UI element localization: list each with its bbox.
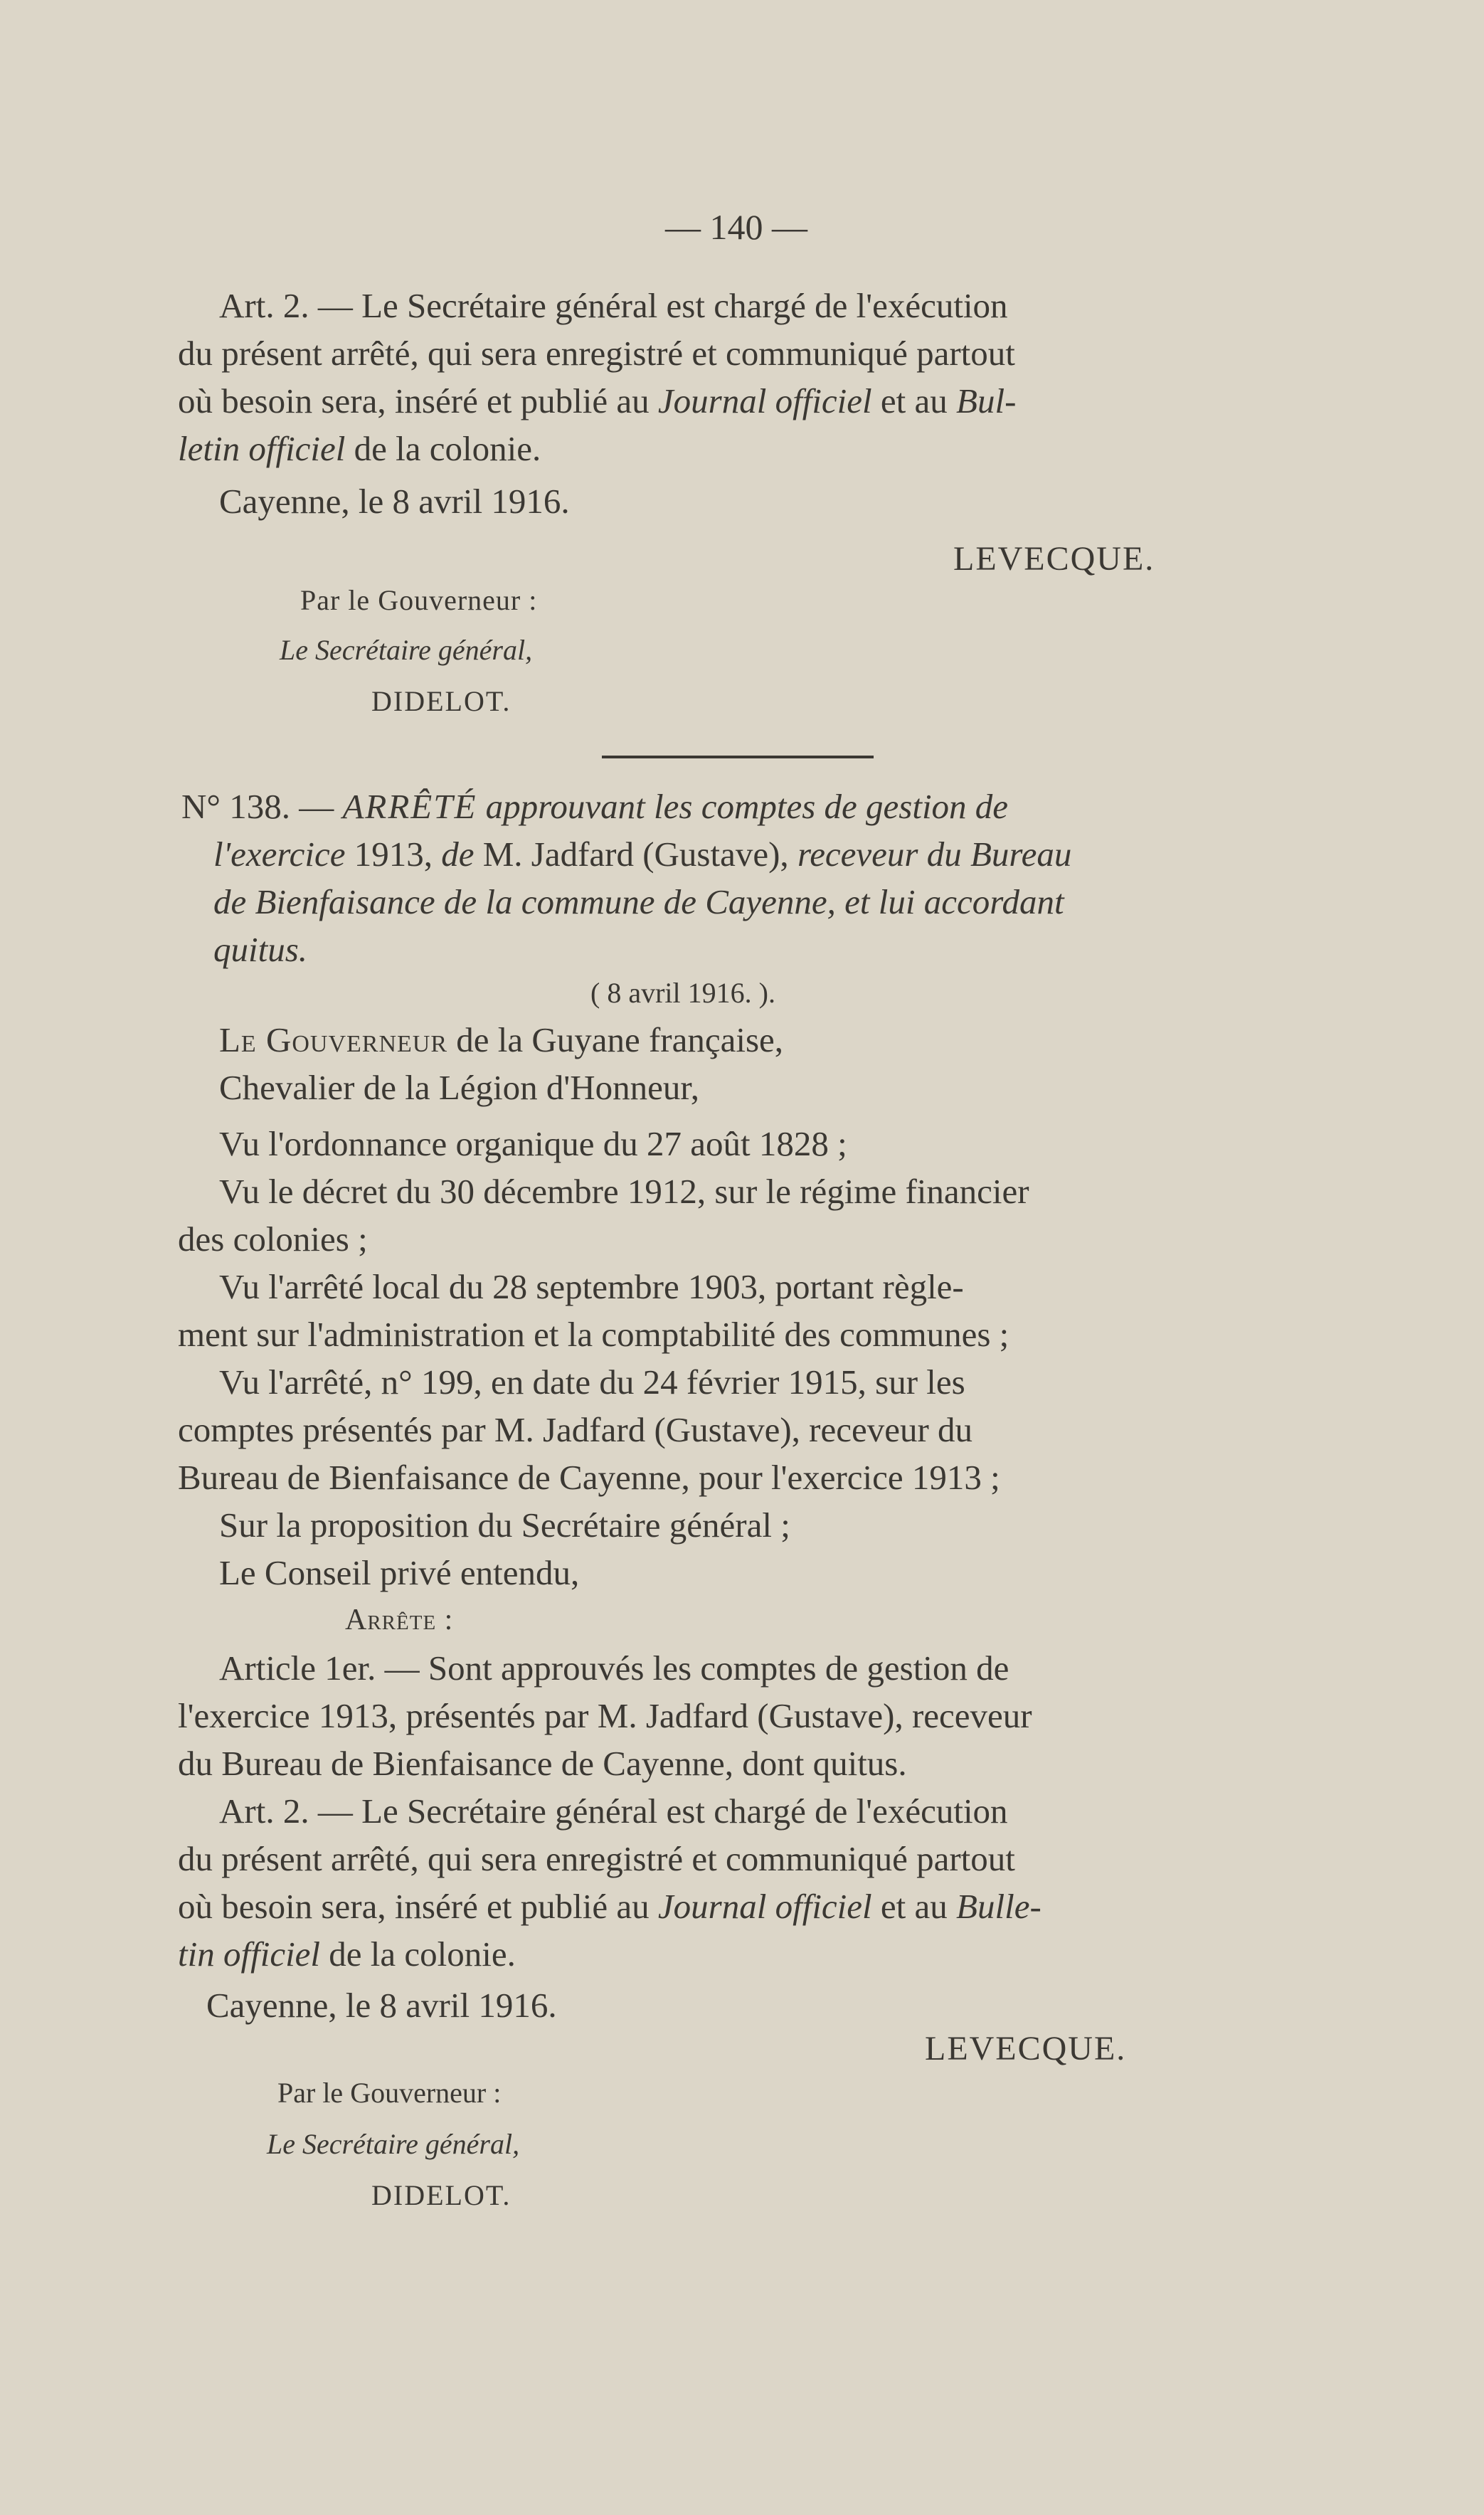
text-line: l'exercice 1913, présentés par M. Jadfard (Gustave), receveur [178,1696,1032,1735]
text-line: Bureau de Bienfaisance de Cayenne, pour l'exercice 1913 ; [178,1458,1000,1497]
text-line: Vu l'arrêté local du 28 septembre 1903, portant règle- [219,1267,964,1306]
text-line: Chevalier de la Légion d'Honneur, [219,1068,699,1107]
arrete-date: ( 8 avril 1916. ). [590,977,775,1009]
arrete-title: quitus. [213,930,308,969]
governor-signature: LEVECQUE. [953,540,1155,578]
secretaire-signature: DIDELOT. [371,685,512,717]
text-line: Art. 2. — Le Secrétaire général est chargé de l'exécution [219,1791,1008,1831]
text-line: Vu l'arrêté, n° 199, en date du 24 février 1915, sur les [219,1362,965,1402]
secretaire-title: Le Secrétaire général, [267,2128,520,2160]
text-line: où besoin sera, inséré et publié au Journal officiel et au Bul- [178,381,1017,420]
arrete-heading: Arrête : [345,1604,454,1636]
secretaire-title: Le Secrétaire général, [280,634,533,666]
text-line: letin officiel de la colonie. [178,429,541,468]
par-le-gouverneur: Par le Gouverneur : [277,2077,502,2109]
text-line: Vu le décret du 30 décembre 1912, sur le régime financier [219,1172,1029,1211]
text-line: Vu l'ordonnance organique du 27 août 1828 ; [219,1124,847,1163]
text-line: comptes présentés par M. Jadfard (Gustave), receveur du [178,1410,973,1449]
governor-signature: LEVECQUE. [925,2030,1127,2067]
text-line: Sur la proposition du Secrétaire général ; [219,1505,790,1545]
text-line: du présent arrêté, qui sera enregistré et communiqué partout [178,1839,1015,1878]
arrete-title: N° 138. — ARRÊTÉ approuvant les comptes de gestion de [181,787,1009,826]
text-line: du présent arrêté, qui sera enregistré et communiqué partout [178,334,1015,373]
previous-arrete-article-2 [178,282,1309,472]
date-line: Cayenne, le 8 avril 1916. [219,482,570,521]
text-line: des colonies ; [178,1219,368,1259]
text-line: où besoin sera, inséré et publié au Journal officiel et au Bulle- [178,1887,1042,1926]
page-number: — 140 — [665,207,807,247]
text-line: du Bureau de Bienfaisance de Cayenne, dont quitus. [178,1744,907,1783]
par-le-gouverneur: Par le Gouverneur : [300,584,538,616]
date-line: Cayenne, le 8 avril 1916. [206,1986,557,2025]
text-line: Article 1er. — Sont approuvés les comptes de gestion de [219,1648,1009,1688]
text-line: Art. 2. — Le Secrétaire général est chargé de l'exécution [219,286,1008,325]
text-line: tin officiel de la colonie. [178,1934,516,1974]
arrete-body [178,1016,1309,1978]
arrete-title: de Bienfaisance de la commune de Cayenne, et lui accordant [213,882,1064,921]
secretaire-signature: DIDELOT. [371,2179,512,2211]
text-line: Le Gouverneur de la Guyane française, [219,1020,784,1059]
separator-rule [602,756,874,758]
text-line: Le Conseil privé entendu, [219,1553,580,1592]
arrete-title: l'exercice 1913, de M. Jadfard (Gustave), receveur du Bureau [213,835,1072,874]
text-line: ment sur l'administration et la comptabilité des communes ; [178,1315,1009,1354]
arrete-138 [178,783,1309,973]
